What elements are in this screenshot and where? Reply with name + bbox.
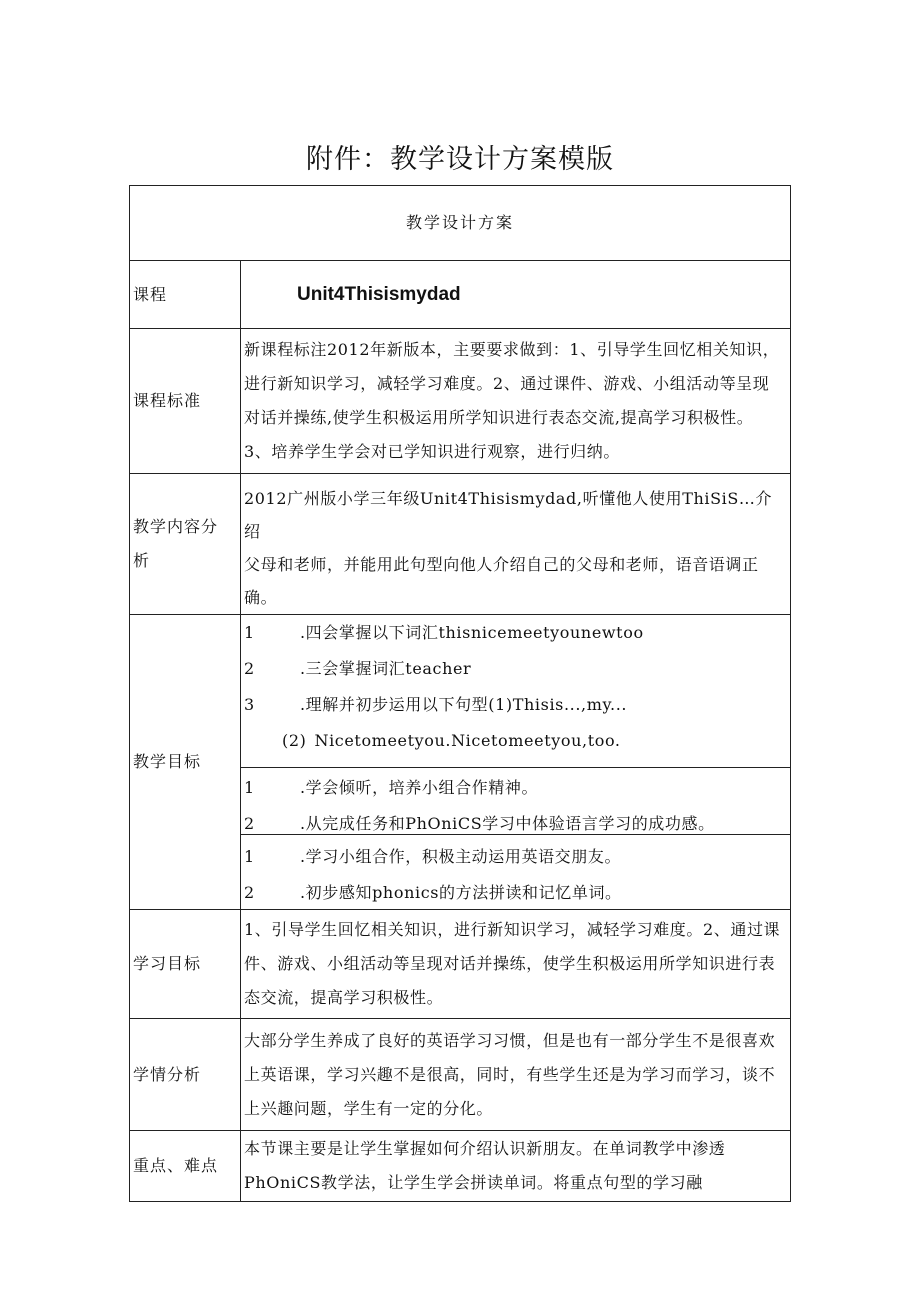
key-points-row (130, 1131, 791, 1202)
item-text: .从完成任务和PhOniCS学习中体验语言学习的成功感。 (300, 814, 715, 833)
item-number: 1 (244, 778, 255, 797)
objectives-emotion (241, 834, 790, 909)
standard-content (241, 329, 791, 474)
learner-analysis-line: 上兴趣问题，学生有一定的分化。 (244, 1098, 494, 1118)
course-row (130, 261, 791, 329)
objectives-label: 教学目标 (130, 615, 241, 910)
standard-line: 3、培养学生学会对已学知识进行观察，进行归纳。 (244, 442, 620, 461)
item-text: .学会倾听，培养小组合作精神。 (300, 778, 539, 797)
list-item (244, 875, 790, 911)
list-item (244, 687, 788, 723)
item-number: 1 (244, 847, 255, 866)
standard-line: 对话并操练,使学生积极运用所学知识进行表态交流,提高学习积极性。 (244, 408, 754, 427)
content-analysis-label-line: 教学内容分 (133, 517, 219, 536)
key-points-line: PhOniCS教学法，让学生学会拼读单词。将重点句型的学习融 (244, 1173, 703, 1192)
key-points-line: 本节课主要是让学生掌握如何介绍认识新朋友。在单词教学中渗透 (244, 1139, 726, 1158)
course-value: Unit4Thisismydad (241, 261, 791, 329)
objectives-row (130, 615, 791, 910)
course-label: 课程 (130, 261, 241, 329)
item-text: Nicetomeetyou.Nicetomeetyou,too. (314, 731, 621, 750)
content-analysis-line: 父母和老师，并能用此句型向他人介绍自己的父母和老师，语音语调正 (244, 555, 759, 574)
key-points-label: 重点、难点 (130, 1131, 241, 1202)
learning-goals-row (130, 910, 791, 1019)
standard-line: 进行新知识学习，减轻学习难度。2、通过课件、游戏、小组活动等呈现 (244, 374, 770, 393)
content-analysis-row (130, 474, 791, 615)
item-number: 2 (244, 883, 255, 902)
standard-row (130, 329, 791, 474)
standard-line: 新课程标注2012年新版本，主要要求做到：1、引导学生回忆相关知识， (244, 340, 780, 359)
standard-label: 课程标准 (130, 329, 241, 474)
objectives-ability (241, 767, 790, 834)
learner-analysis-line: 上英语课，学习兴趣不是很高，同时，有些学生还是为学习而学习，谈不 (244, 1064, 776, 1084)
learning-goals-line: 1、引导学生回忆相关知识，进行新知识学习，减轻学习难度。2、通过课 (244, 920, 781, 939)
key-points-content (241, 1131, 791, 1202)
content-analysis-label-line: 析 (133, 551, 151, 570)
item-number: 2 (244, 814, 255, 833)
learning-goals-content (241, 910, 791, 1019)
item-number: 3 (244, 695, 255, 714)
document-title: 附件：教学设计方案模版 (306, 144, 614, 175)
item-text: .三会掌握词汇teacher (300, 659, 472, 678)
learner-analysis-row (130, 1019, 791, 1131)
content-analysis-line: 确。 (244, 588, 278, 607)
objectives-content (241, 615, 791, 910)
item-number: (2) (282, 731, 307, 750)
table-heading-row (130, 186, 791, 261)
lesson-plan-table (129, 185, 791, 1202)
learning-goals-line: 态交流，提高学习积极性。 (244, 988, 444, 1007)
table-heading: 教学设计方案 (130, 186, 791, 261)
learner-analysis-label: 学情分析 (130, 1019, 241, 1131)
list-item (244, 806, 790, 842)
item-text: .理解并初步运用以下句型(1)Thisis...,my... (300, 695, 628, 714)
content-analysis-line: 2012广州版小学三年级Unit4Thisismydad,听懂他人使用ThiSiS…介绍 (244, 489, 773, 541)
item-text: .四会掌握以下词汇thisnicemeetyounewtoo (300, 623, 644, 642)
list-item (244, 723, 788, 759)
item-number: 2 (244, 659, 255, 678)
learner-analysis-content (241, 1019, 791, 1131)
content-analysis-label (130, 474, 241, 615)
list-item (244, 651, 788, 687)
item-text: .初步感知phonics的方法拼读和记忆单词。 (300, 883, 622, 902)
learning-goals-label: 学习目标 (130, 910, 241, 1019)
list-item (244, 839, 790, 875)
learning-goals-line: 件、游戏、小组活动等呈现对话并操练，使学生积极运用所学知识进行表 (244, 954, 776, 973)
item-text: .学习小组合作，积极主动运用英语交朋友。 (300, 847, 622, 866)
list-item (244, 615, 788, 651)
list-item (244, 770, 790, 806)
item-number: 1 (244, 623, 255, 642)
objectives-knowledge (244, 615, 788, 767)
content-analysis-content (241, 474, 791, 615)
learner-analysis-line: 大部分学生养成了良好的英语学习习惯，但是也有一部分学生不是很喜欢 (244, 1030, 776, 1050)
